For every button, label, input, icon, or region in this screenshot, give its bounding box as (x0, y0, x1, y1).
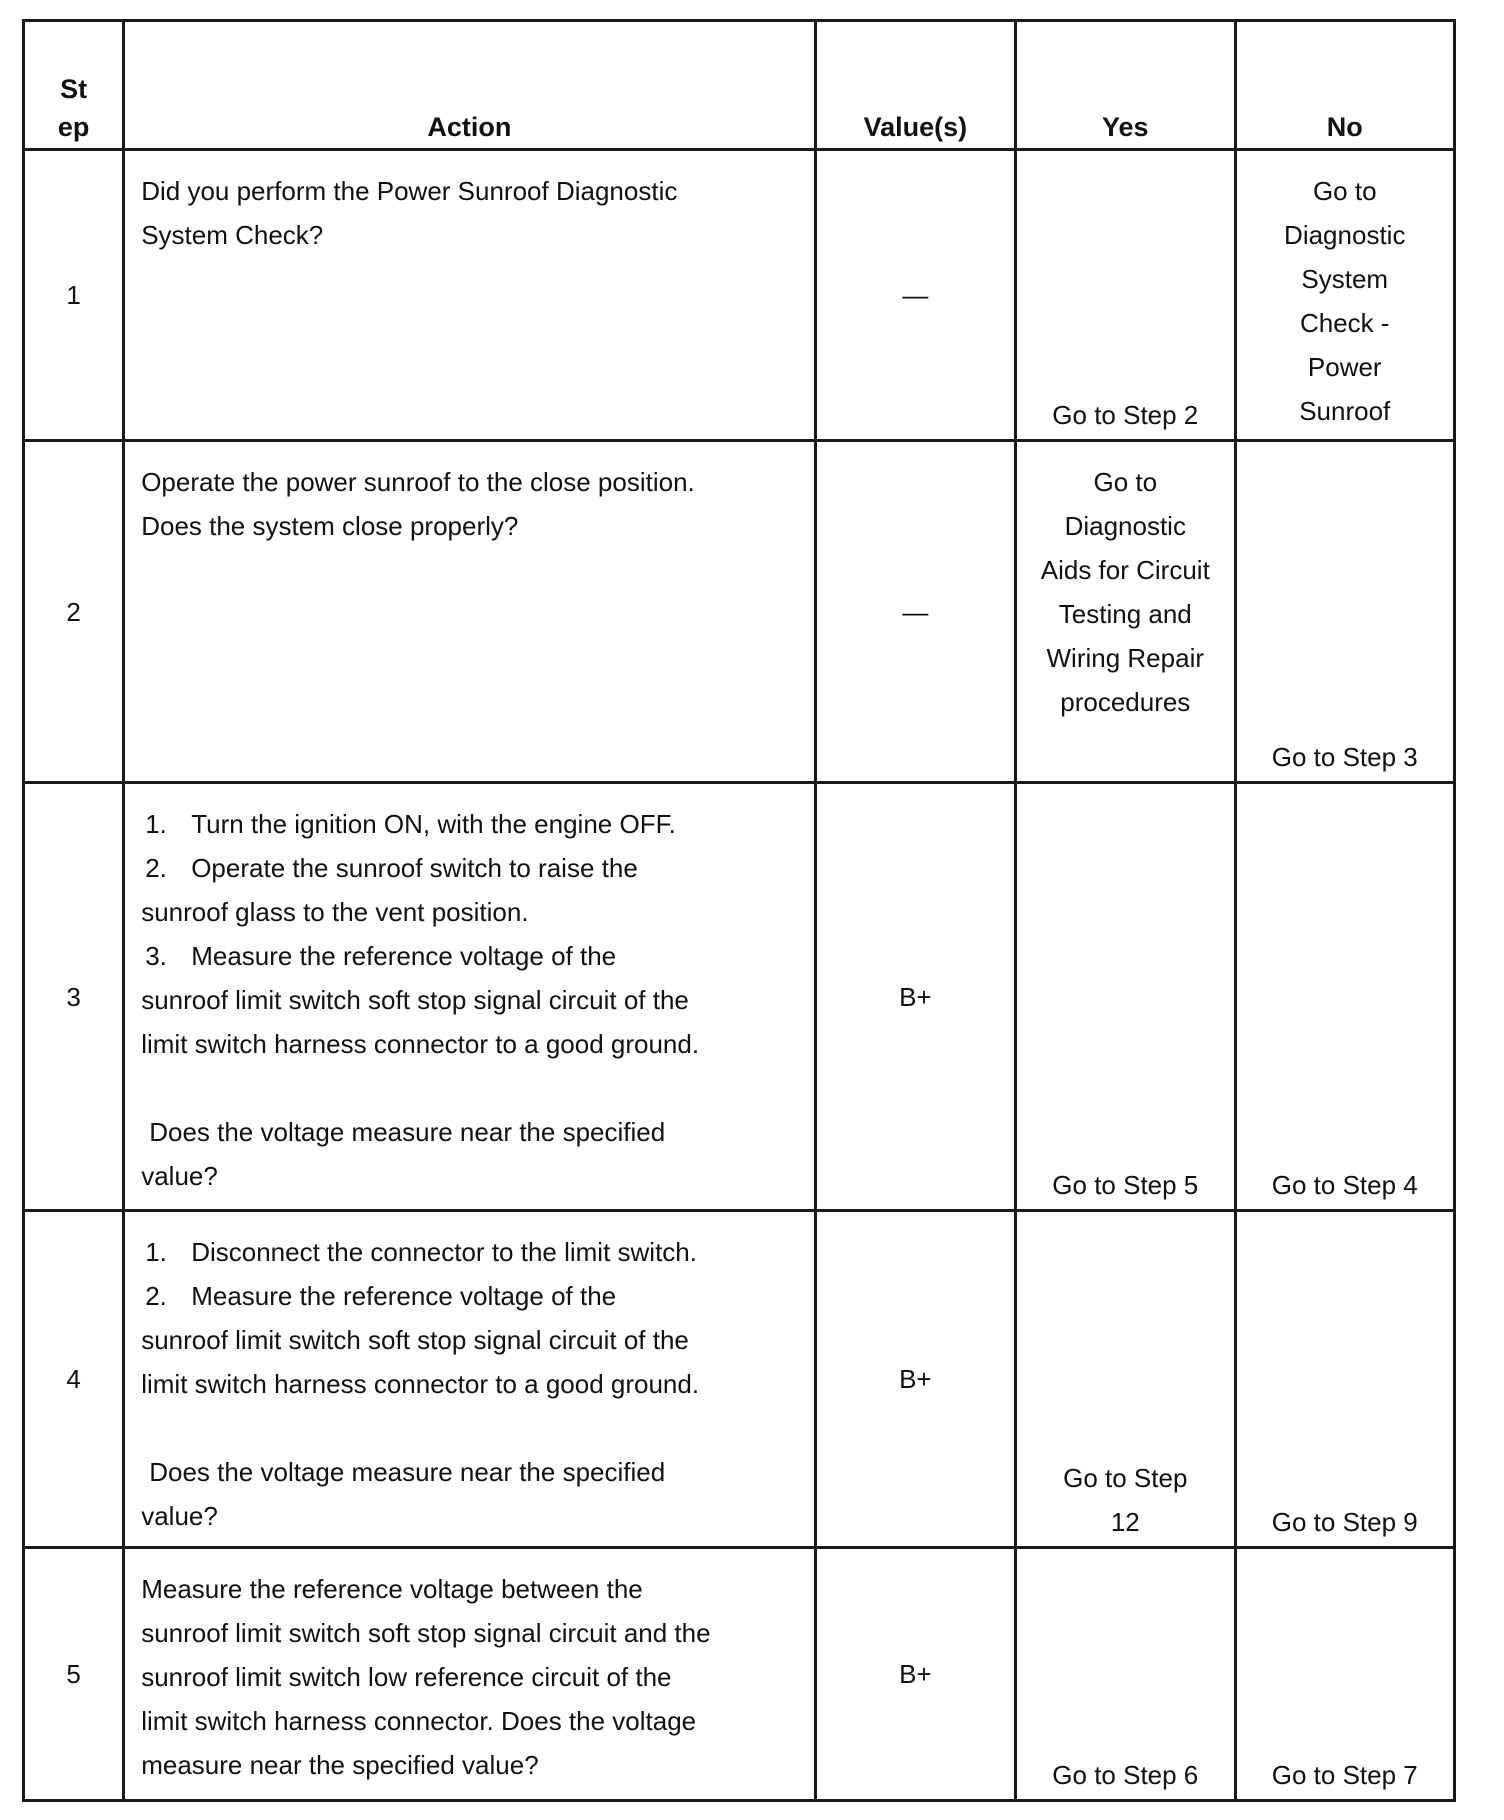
value-cell: B+ (815, 1211, 1015, 1548)
action-line: System Check? (141, 220, 324, 250)
action-line: Does the system close properly? (141, 511, 519, 541)
yes-cell: Go to Step 2 (1016, 150, 1235, 441)
list-text: Disconnect the connector to the limit switch. (191, 1237, 697, 1267)
table-row (24, 1211, 1455, 1548)
yes-cell (1016, 1211, 1235, 1548)
action-line: sunroof glass to the vent position. (141, 897, 529, 927)
header-step-line-1: St (60, 74, 88, 104)
table-row (24, 150, 1455, 441)
yes-line: procedures (1060, 687, 1191, 717)
no-line: Check - (1299, 308, 1390, 338)
header-yes: Yes (1016, 21, 1235, 150)
list-text: Measure the reference voltage of the (191, 941, 617, 971)
no-line: Sunroof (1299, 396, 1391, 426)
yes-line: Aids for Circuit (1040, 555, 1210, 585)
list-number: 2. (145, 1281, 167, 1311)
value-cell: — (815, 150, 1015, 441)
yes-line: 12 (1110, 1507, 1140, 1537)
list-number: 1. (145, 809, 167, 839)
step-number: 2 (24, 441, 124, 783)
action-list-item (141, 846, 801, 890)
yes-cell: Go to Step 6 (1016, 1548, 1235, 1801)
action-line: Did you perform the Power Sunroof Diagnostic (141, 176, 678, 206)
no-cell: Go to Step 7 (1235, 1548, 1455, 1801)
yes-line: Go to (1093, 467, 1158, 497)
yes-line: Wiring Repair (1046, 643, 1205, 673)
no-cell: Go to Step 4 (1235, 783, 1455, 1211)
yes-line: Testing and (1058, 599, 1192, 629)
no-line: System (1301, 264, 1389, 294)
list-number: 3. (145, 941, 167, 971)
header-values: Value(s) (815, 21, 1015, 150)
action-line: Operate the power sunroof to the close position. (141, 467, 695, 497)
action-cell (124, 1548, 815, 1801)
no-line: Go to (1312, 176, 1377, 206)
yes-cell (1016, 441, 1235, 783)
value-cell: B+ (815, 783, 1015, 1211)
action-line: sunroof limit switch soft stop signal circuit and the (141, 1618, 711, 1648)
table-row (24, 1548, 1455, 1801)
action-line: sunroof limit switch soft stop signal circuit of the (141, 1325, 689, 1355)
action-question-line: Does the voltage measure near the specified (149, 1457, 666, 1487)
list-text: Operate the sunroof switch to raise the (191, 853, 638, 883)
action-question-line: value? (141, 1501, 218, 1531)
list-text: Measure the reference voltage of the (191, 1281, 617, 1311)
header-action: Action (124, 21, 815, 150)
action-list-item (141, 934, 801, 978)
spacer (141, 1066, 801, 1110)
action-list-item (141, 1230, 801, 1274)
table-row (24, 783, 1455, 1211)
action-cell (124, 441, 815, 783)
action-line: limit switch harness connector to a good ground. (141, 1369, 700, 1399)
step-number: 1 (24, 150, 124, 441)
header-no: No (1235, 21, 1455, 150)
action-cell (124, 783, 815, 1211)
diagnostic-table (22, 19, 1456, 1802)
value-cell: B+ (815, 1548, 1015, 1801)
table-row (24, 441, 1455, 783)
action-question-line: Does the voltage measure near the specified (149, 1117, 666, 1147)
action-question-line: value? (141, 1161, 218, 1191)
list-number: 2. (145, 853, 167, 883)
action-list-item (141, 802, 801, 846)
list-text: Turn the ignition ON, with the engine OFF. (191, 809, 676, 839)
action-line: measure near the specified value? (141, 1750, 539, 1780)
action-line: sunroof limit switch soft stop signal circuit of the (141, 985, 689, 1015)
header-row (24, 21, 1455, 150)
no-line: Diagnostic (1284, 220, 1406, 250)
action-cell (124, 1211, 815, 1548)
header-step (24, 21, 124, 150)
no-cell: Go to Step 9 (1235, 1211, 1455, 1548)
spacer (141, 1406, 801, 1450)
yes-line: Go to Step (1063, 1463, 1188, 1493)
header-step-line-2: ep (57, 112, 90, 142)
yes-cell: Go to Step 5 (1016, 783, 1235, 1211)
value-cell: — (815, 441, 1015, 783)
no-cell: Go to Step 3 (1235, 441, 1455, 783)
list-number: 1. (145, 1237, 167, 1267)
action-line: limit switch harness connector to a good ground. (141, 1029, 700, 1059)
step-number: 5 (24, 1548, 124, 1801)
action-cell (124, 150, 815, 441)
action-list-item (141, 1274, 801, 1318)
action-line: sunroof limit switch low reference circuit of the (141, 1662, 672, 1692)
action-line: limit switch harness connector. Does the voltage (141, 1706, 697, 1736)
action-line: Measure the reference voltage between the (141, 1574, 643, 1604)
no-line: Power (1307, 352, 1382, 382)
yes-line: Diagnostic (1064, 511, 1186, 541)
no-cell (1235, 150, 1455, 441)
step-number: 4 (24, 1211, 124, 1548)
step-number: 3 (24, 783, 124, 1211)
